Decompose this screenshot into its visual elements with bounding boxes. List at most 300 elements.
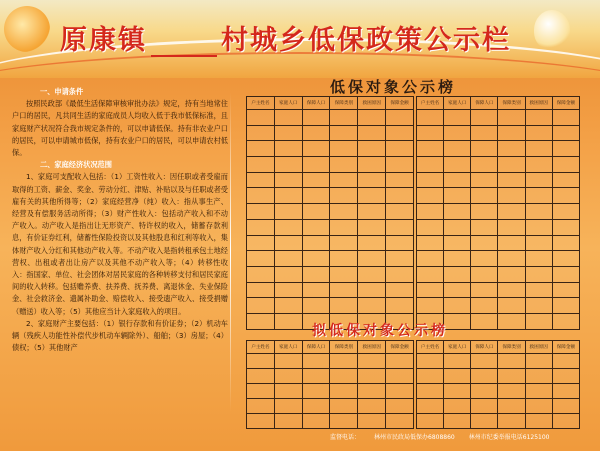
contact-line-2: 林州市纪委举报电话6125100 <box>468 434 550 441</box>
section-1-text: 按照民政部《最低生活保障审核审批办法》规定，持有当地常住户口的居民，凡共同生活的家庭成员人均收入低于我市低保标准，且家庭财产状况符合我市规定条件的，可以申请低保。持有非农业户口的居民，可以申请城市低保，持有农业户口的居民，可以申请农村低保。 <box>12 99 228 158</box>
table-row <box>247 384 414 399</box>
table-cell <box>417 235 444 251</box>
table-row <box>417 110 580 126</box>
table-cell <box>552 414 579 429</box>
table-cell <box>330 110 358 126</box>
table-cell <box>274 251 302 267</box>
table-cell <box>417 188 444 204</box>
table-row <box>417 282 580 298</box>
table-cell <box>386 188 414 204</box>
table-cell <box>274 110 302 126</box>
table-cell <box>302 188 330 204</box>
table-cell <box>417 354 444 369</box>
column-header: 家庭人口 <box>274 97 302 110</box>
table-cell <box>302 354 330 369</box>
table-cell <box>525 235 552 251</box>
column-header: 保障人口 <box>302 97 330 110</box>
table-row <box>417 369 580 384</box>
table-cell <box>330 354 358 369</box>
table-cell <box>247 125 275 141</box>
table-cell <box>552 354 579 369</box>
table-cell <box>386 110 414 126</box>
table-cell <box>552 204 579 220</box>
table-cell <box>498 125 525 141</box>
table-cell <box>498 313 525 329</box>
table-cell <box>274 188 302 204</box>
table-cell <box>498 399 525 414</box>
table-cell <box>417 141 444 157</box>
table-cell <box>498 157 525 173</box>
table-cell <box>417 266 444 282</box>
table-cell <box>302 125 330 141</box>
table-row <box>417 141 580 157</box>
table-cell <box>525 414 552 429</box>
table-cell <box>417 110 444 126</box>
table-cell <box>386 251 414 267</box>
table-cell <box>471 354 498 369</box>
table-cell <box>247 219 275 235</box>
column-header: 家庭人口 <box>274 341 302 354</box>
table-cell <box>302 251 330 267</box>
table-cell <box>525 399 552 414</box>
table-cell <box>525 172 552 188</box>
table-cell <box>417 369 444 384</box>
table-cell <box>471 282 498 298</box>
table-cell <box>330 204 358 220</box>
table-cell <box>417 414 444 429</box>
table-cell <box>330 384 358 399</box>
table-row <box>417 399 580 414</box>
table-cell <box>444 266 471 282</box>
section-2-text-assets: 2、家庭财产主要包括：（1）银行存款和有价证券；（2）机动车辆（残疾人功能性补偿代步机动车辆除外）、船舶；（3）房屋；（4）债权；（5）其他财产 <box>12 318 228 353</box>
table-cell <box>247 313 275 329</box>
table-cell <box>444 369 471 384</box>
table-cell <box>498 204 525 220</box>
table-cell <box>498 235 525 251</box>
table-cell <box>417 219 444 235</box>
table-cell <box>471 141 498 157</box>
table-cell <box>274 399 302 414</box>
table-cell <box>386 282 414 298</box>
table-cell <box>552 298 579 314</box>
table-cell <box>247 172 275 188</box>
title-rest: 村城乡低保政策公示栏 <box>221 25 511 56</box>
table-cell <box>386 298 414 314</box>
table-cell <box>247 157 275 173</box>
column-header: 保障金额 <box>386 97 414 110</box>
table-cell <box>471 313 498 329</box>
table-cell <box>358 172 386 188</box>
table-cell <box>358 251 386 267</box>
table-cell <box>330 251 358 267</box>
table-cell <box>302 399 330 414</box>
table-row <box>417 414 580 429</box>
table-cell <box>444 219 471 235</box>
table-cell <box>471 188 498 204</box>
table-cell <box>330 235 358 251</box>
contact-label: 监督电话： <box>330 434 361 441</box>
table-cell <box>302 266 330 282</box>
table-cell <box>444 354 471 369</box>
table-cell <box>552 172 579 188</box>
table-row <box>247 235 414 251</box>
table-cell <box>330 369 358 384</box>
table-cell <box>444 110 471 126</box>
table-cell <box>358 266 386 282</box>
main-board-table-right <box>416 96 580 330</box>
table-cell <box>247 141 275 157</box>
table-cell <box>471 414 498 429</box>
table-cell <box>247 110 275 126</box>
table-cell <box>498 369 525 384</box>
column-header: 家庭人口 <box>444 97 471 110</box>
table-cell <box>552 110 579 126</box>
table-cell <box>302 219 330 235</box>
table-cell <box>358 298 386 314</box>
column-header: 保障类别 <box>498 341 525 354</box>
table-cell <box>302 282 330 298</box>
column-header: 户主姓名 <box>417 341 444 354</box>
table-cell <box>247 204 275 220</box>
page-title <box>60 18 511 57</box>
table-cell <box>444 172 471 188</box>
table-cell <box>417 157 444 173</box>
table-row <box>417 235 580 251</box>
table-header-row <box>247 341 414 354</box>
light-bulb-decoration-icon <box>534 10 570 50</box>
table-cell <box>274 384 302 399</box>
table-row <box>247 251 414 267</box>
table-cell <box>302 110 330 126</box>
table-cell <box>417 251 444 267</box>
table-row <box>247 204 414 220</box>
column-header: 保障人口 <box>471 341 498 354</box>
table-cell <box>552 141 579 157</box>
table-cell <box>525 141 552 157</box>
column-header: 救困原因 <box>358 341 386 354</box>
table-cell <box>358 204 386 220</box>
table-cell <box>471 235 498 251</box>
table-cell <box>274 414 302 429</box>
table-cell <box>417 298 444 314</box>
table-cell <box>247 354 275 369</box>
table-cell <box>274 266 302 282</box>
table-cell <box>247 369 275 384</box>
table-cell <box>330 157 358 173</box>
table-cell <box>302 157 330 173</box>
table-cell <box>247 266 275 282</box>
proposed-board-table-right <box>416 340 580 429</box>
table-cell <box>498 172 525 188</box>
table-cell <box>417 384 444 399</box>
column-header: 救困原因 <box>525 341 552 354</box>
table-cell <box>358 188 386 204</box>
table-cell <box>498 188 525 204</box>
table-cell <box>358 235 386 251</box>
table-row <box>417 251 580 267</box>
table-cell <box>471 251 498 267</box>
table-cell <box>525 125 552 141</box>
table-cell <box>525 354 552 369</box>
table-cell <box>525 282 552 298</box>
table-cell <box>302 141 330 157</box>
table-cell <box>358 384 386 399</box>
column-header: 保障人口 <box>302 341 330 354</box>
table-cell <box>552 188 579 204</box>
main-board-heading: 低保对象公示榜 <box>330 78 457 96</box>
table-cell <box>444 384 471 399</box>
table-row <box>247 141 414 157</box>
table-cell <box>525 369 552 384</box>
table-cell <box>552 266 579 282</box>
table-row <box>417 172 580 188</box>
table-cell <box>471 384 498 399</box>
contact-line-1: 林州市民政局低保办6808860 <box>374 434 455 441</box>
table-cell <box>247 414 275 429</box>
table-row <box>417 266 580 282</box>
proposed-board-table-left <box>246 340 414 429</box>
table-cell <box>498 251 525 267</box>
table-row <box>417 298 580 314</box>
table-cell <box>274 125 302 141</box>
table-cell <box>358 219 386 235</box>
table-cell <box>358 125 386 141</box>
column-header: 户主姓名 <box>247 97 275 110</box>
table-cell <box>471 157 498 173</box>
table-cell <box>471 172 498 188</box>
table-cell <box>552 235 579 251</box>
table-cell <box>417 204 444 220</box>
table-cell <box>552 282 579 298</box>
table-cell <box>330 125 358 141</box>
table-cell <box>386 141 414 157</box>
column-header: 救困原因 <box>525 97 552 110</box>
table-cell <box>471 110 498 126</box>
table-cell <box>358 282 386 298</box>
table-cell <box>444 235 471 251</box>
table-cell <box>386 266 414 282</box>
table-cell <box>274 204 302 220</box>
title-blank-line <box>151 35 217 57</box>
table-cell <box>274 369 302 384</box>
table-cell <box>330 188 358 204</box>
table-cell <box>444 157 471 173</box>
table-cell <box>471 219 498 235</box>
table-cell <box>498 110 525 126</box>
table-row <box>247 414 414 429</box>
table-row <box>247 188 414 204</box>
table-cell <box>444 282 471 298</box>
table-cell <box>330 414 358 429</box>
table-cell <box>498 282 525 298</box>
table-cell <box>358 110 386 126</box>
table-cell <box>525 188 552 204</box>
table-cell <box>471 399 498 414</box>
table-cell <box>358 399 386 414</box>
table-cell <box>274 313 302 329</box>
table-row <box>417 125 580 141</box>
table-row <box>417 384 580 399</box>
table-cell <box>525 110 552 126</box>
table-row <box>417 354 580 369</box>
table-cell <box>274 172 302 188</box>
table-cell <box>552 313 579 329</box>
table-cell <box>525 219 552 235</box>
table-cell <box>444 399 471 414</box>
table-cell <box>358 141 386 157</box>
table-cell <box>386 219 414 235</box>
table-cell <box>498 298 525 314</box>
main-board-table-left <box>246 96 414 330</box>
table-cell <box>302 384 330 399</box>
table-cell <box>358 414 386 429</box>
table-row <box>247 125 414 141</box>
table-header-row <box>247 97 414 110</box>
table-cell <box>417 399 444 414</box>
proposed-board-heading: 拟低保对象公示榜 <box>312 323 448 339</box>
table-cell <box>302 369 330 384</box>
table-header-row <box>417 97 580 110</box>
table-cell <box>386 354 414 369</box>
header-banner <box>0 0 600 78</box>
table-row <box>247 282 414 298</box>
table-cell <box>302 298 330 314</box>
table-cell <box>552 125 579 141</box>
table-cell <box>330 282 358 298</box>
table-cell <box>330 298 358 314</box>
table-header-row <box>417 341 580 354</box>
table-row <box>247 399 414 414</box>
table-row <box>247 219 414 235</box>
table-row <box>247 266 414 282</box>
table-cell <box>552 219 579 235</box>
table-cell <box>444 141 471 157</box>
table-cell <box>498 219 525 235</box>
table-cell <box>525 251 552 267</box>
table-cell <box>498 414 525 429</box>
table-cell <box>247 298 275 314</box>
table-cell <box>498 266 525 282</box>
table-cell <box>444 298 471 314</box>
table-cell <box>552 369 579 384</box>
table-cell <box>386 414 414 429</box>
table-cell <box>525 266 552 282</box>
table-cell <box>525 298 552 314</box>
table-cell <box>330 172 358 188</box>
table-cell <box>471 298 498 314</box>
table-cell <box>444 188 471 204</box>
column-header: 保障人口 <box>471 97 498 110</box>
table-cell <box>247 251 275 267</box>
column-header: 保障金额 <box>552 341 579 354</box>
table-cell <box>358 157 386 173</box>
table-cell <box>525 157 552 173</box>
table-cell <box>386 204 414 220</box>
table-cell <box>444 125 471 141</box>
table-cell <box>302 414 330 429</box>
table-cell <box>386 369 414 384</box>
table-row <box>417 157 580 173</box>
table-cell <box>386 235 414 251</box>
table-row <box>417 219 580 235</box>
table-cell <box>471 204 498 220</box>
table-cell <box>274 219 302 235</box>
table-cell <box>274 141 302 157</box>
table-cell <box>498 384 525 399</box>
table-cell <box>247 235 275 251</box>
table-cell <box>552 157 579 173</box>
table-cell <box>358 354 386 369</box>
contact-footer <box>330 432 563 441</box>
table-cell <box>358 369 386 384</box>
table-cell <box>525 204 552 220</box>
table-cell <box>386 172 414 188</box>
table-cell <box>302 172 330 188</box>
title-town: 原康镇 <box>60 25 147 56</box>
table-cell <box>444 204 471 220</box>
table-cell <box>552 399 579 414</box>
table-cell <box>274 235 302 251</box>
column-header: 户主姓名 <box>247 341 275 354</box>
column-header: 保障类别 <box>330 97 358 110</box>
table-cell <box>386 399 414 414</box>
table-cell <box>274 354 302 369</box>
table-cell <box>525 384 552 399</box>
table-cell <box>247 384 275 399</box>
table-cell <box>302 204 330 220</box>
table-cell <box>330 266 358 282</box>
table-cell <box>330 219 358 235</box>
column-header: 户主姓名 <box>417 97 444 110</box>
table-cell <box>274 157 302 173</box>
table-row <box>417 204 580 220</box>
section-1-title: 一、申请条件 <box>40 87 84 96</box>
section-2-text: 1、家庭可支配收入包括：（1）工资性收入：因任职或者受雇而取得的工资、薪金、奖金、劳动分红、津贴、补贴以及与任职或者受雇有关的其他所得等；（2）家庭经营净（纯）收入：指从事生产、经营及有偿服务活动所得；（3）财产性收入：包括动产收入和不动产收入。动产收入是指出让无形资产、特许权的收入，储蓄存款利息，有价证券红利，储蓄性保险投资以及其他股息和红利等收入，集体财产收入分红和其他动产收入等。不动产收入是指转租承包土地经营权、出租或者出让房产以及其他不动产收入等；（4）转移性收入：指国家、单位、社会团体对居民家庭的各种转移支付和居民家庭间的收入转移。包括赡养费、扶养费、抚养费、离退休金、失业保险金、社会救济金、遗属补助金、赔偿收入、接受遗产收入、接受捐赠（赠送）收入等；（5）其他应当计入家庭收入的项目。 <box>12 172 228 316</box>
table-row <box>417 188 580 204</box>
table-cell <box>302 235 330 251</box>
table-cell <box>386 125 414 141</box>
table-cell <box>444 414 471 429</box>
table-cell <box>274 298 302 314</box>
table-cell <box>552 384 579 399</box>
table-cell <box>386 384 414 399</box>
table-row <box>247 354 414 369</box>
section-2-title: 二、家庭经济状况范围 <box>40 160 112 170</box>
table-cell <box>471 266 498 282</box>
table-cell <box>471 125 498 141</box>
column-header: 救困原因 <box>358 97 386 110</box>
table-row <box>247 298 414 314</box>
column-header: 保障金额 <box>552 97 579 110</box>
table-cell <box>498 354 525 369</box>
table-cell <box>417 172 444 188</box>
table-row <box>247 157 414 173</box>
table-cell <box>274 282 302 298</box>
table-cell <box>247 282 275 298</box>
table-cell <box>247 188 275 204</box>
column-divider <box>230 92 231 412</box>
column-header: 保障类别 <box>498 97 525 110</box>
table-cell <box>330 141 358 157</box>
table-cell <box>444 251 471 267</box>
table-row <box>247 110 414 126</box>
sun-decoration-icon <box>4 6 50 52</box>
table-cell <box>552 251 579 267</box>
policy-text-column <box>12 86 228 446</box>
table-cell <box>417 125 444 141</box>
table-cell <box>525 313 552 329</box>
column-header: 保障类别 <box>330 341 358 354</box>
